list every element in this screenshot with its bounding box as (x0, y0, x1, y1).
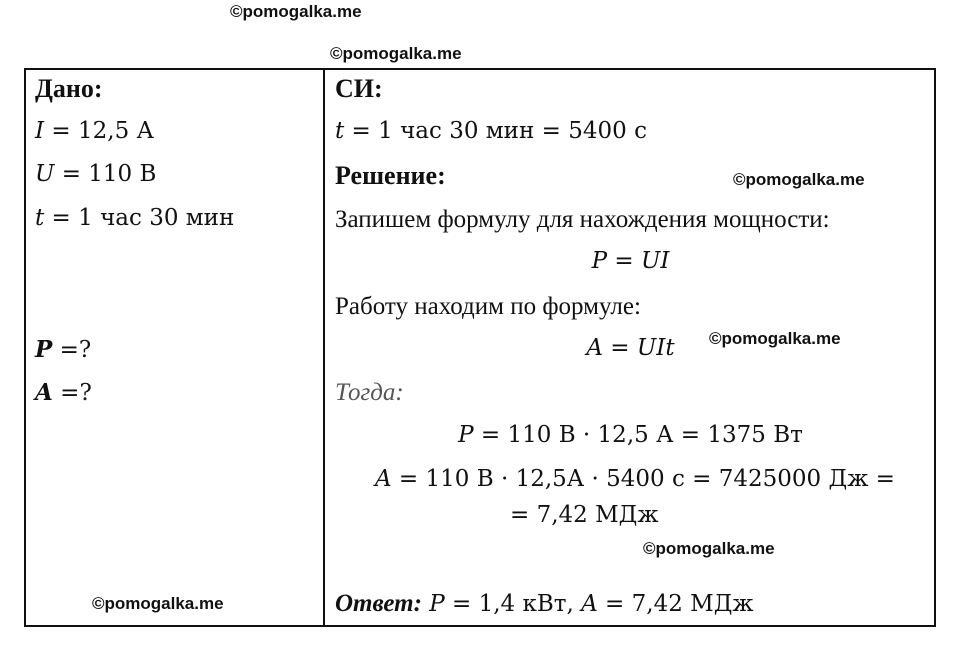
watermark: ©pomogalka.me (330, 44, 462, 63)
watermark: ©pomogalka.me (709, 329, 841, 348)
var-A: A (375, 466, 392, 492)
equals-sign: = (603, 335, 637, 361)
solution-text-power: Запишем формулу для нахождения мощности: (335, 206, 830, 233)
si-time (335, 120, 647, 143)
formula-power (325, 250, 936, 273)
answer-work-value: = 7,42 МДж (597, 591, 754, 617)
answer-label: Ответ: (335, 590, 422, 617)
var-t: t (35, 205, 45, 231)
watermark: ©pomogalka.me (643, 539, 775, 558)
given-current (35, 120, 154, 143)
watermark: ©pomogalka.me (230, 2, 362, 21)
var-t: t (335, 118, 345, 144)
solution-table (24, 68, 936, 627)
si-time-value: = 1 час 30 мин = 5400 с (344, 118, 647, 144)
formula-work (325, 337, 936, 360)
calc-work (375, 468, 895, 491)
watermark: ©pomogalka.me (733, 170, 865, 189)
var-A: A (581, 591, 598, 617)
calc-work-value: = 110 В · 12,5А · 5400 с = 7425000 Дж = (391, 466, 895, 492)
solution-header: Решение: (335, 161, 446, 190)
var-A: A (586, 335, 603, 361)
calc-work-result: = 7,42 МДж (510, 502, 659, 528)
calc-power-value: = 110 В · 12,5 А = 1375 Вт (473, 422, 803, 448)
given-time-value: = 1 час 30 мин (44, 205, 235, 231)
var-A: A (35, 379, 53, 406)
answer-power-value: = 1,4 кВт, (444, 591, 582, 617)
watermark: ©pomogalka.me (92, 594, 224, 613)
find-power-value: =? (52, 337, 92, 363)
find-work (35, 381, 92, 405)
calc-power (325, 424, 936, 447)
given-current-value: = 12,5 А (44, 118, 154, 144)
var-P: P (429, 591, 445, 617)
var-I: I (35, 118, 45, 144)
si-header: СИ: (335, 74, 383, 103)
solution-text-work: Работу находим по формуле: (335, 293, 641, 320)
var-P: P (591, 248, 608, 274)
var-UI: UI (640, 248, 670, 274)
given-voltage (35, 163, 156, 186)
var-P: P (35, 336, 53, 363)
given-voltage-value: = 110 В (54, 161, 157, 187)
given-header: Дано: (35, 74, 103, 103)
var-P: P (458, 422, 474, 448)
var-U: U (35, 161, 55, 187)
var-UIt: UIt (636, 335, 675, 361)
then-label: Тогда: (335, 379, 404, 406)
equals-sign: = (607, 248, 641, 274)
answer-line (335, 591, 754, 616)
given-time (35, 207, 234, 230)
find-power (35, 338, 91, 362)
find-work-value: =? (52, 380, 92, 406)
